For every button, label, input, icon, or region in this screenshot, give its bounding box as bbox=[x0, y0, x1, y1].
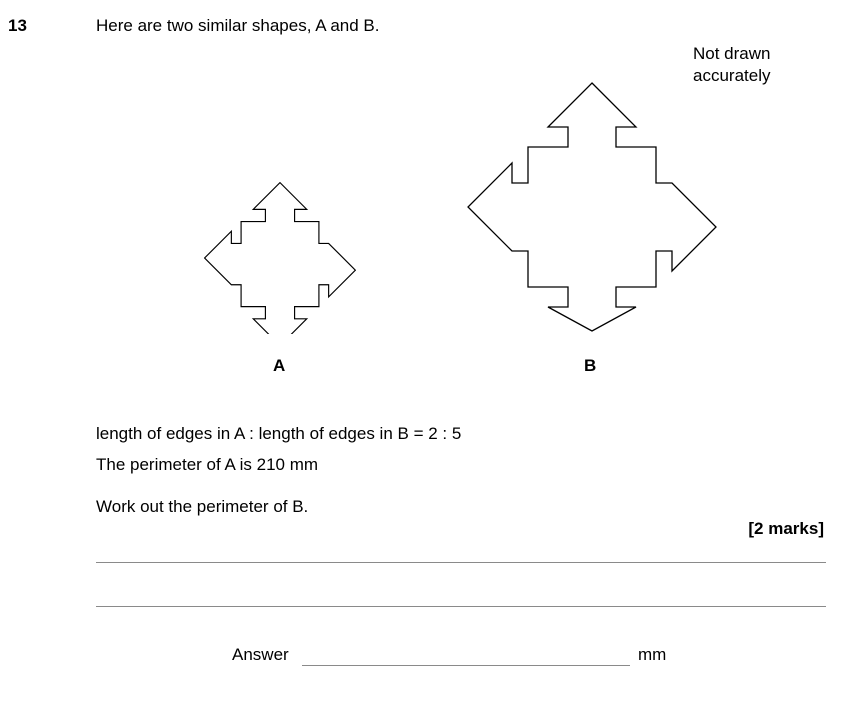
task-instruction: Work out the perimeter of B. bbox=[96, 497, 309, 516]
question-intro: Here are two similar shapes, A and B. bbox=[96, 16, 380, 35]
shape-a bbox=[204, 182, 356, 334]
question-number: 13 bbox=[8, 16, 27, 35]
note-line-1: Not drawn bbox=[693, 44, 771, 63]
shape-b-label: B bbox=[584, 356, 597, 375]
note-line-2: accurately bbox=[693, 66, 771, 85]
ratio-statement: length of edges in A : length of edges in B = 2 : 5 bbox=[96, 424, 462, 443]
answer-unit: mm bbox=[638, 645, 667, 664]
working-line-1[interactable] bbox=[96, 562, 826, 563]
answer-line[interactable] bbox=[302, 665, 630, 666]
answer-label: Answer bbox=[232, 645, 289, 664]
perimeter-statement: The perimeter of A is 210 mm bbox=[96, 455, 319, 474]
shape-b-outline bbox=[468, 83, 716, 331]
marks-badge: [2 marks] bbox=[748, 519, 824, 538]
shape-a-outline bbox=[205, 183, 356, 334]
working-line-2[interactable] bbox=[96, 606, 826, 607]
shape-a-label: A bbox=[273, 356, 286, 375]
shape-b bbox=[466, 81, 718, 333]
